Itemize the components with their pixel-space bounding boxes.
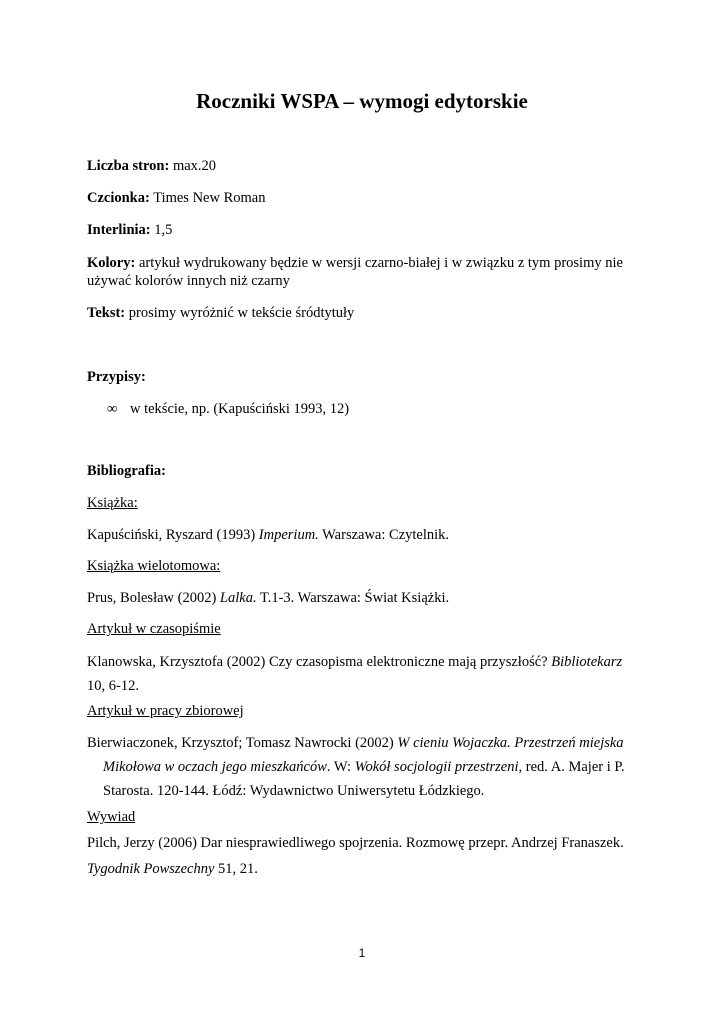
spec-colors-cont: używać kolorów innych niż czarny bbox=[87, 273, 290, 289]
bibliography-heading: Bibliografia: bbox=[87, 463, 166, 479]
interview-label: Wywiad bbox=[87, 809, 136, 825]
ref-title: Mikołowa w oczach jego mieszkańców bbox=[103, 759, 327, 775]
book-example bbox=[87, 526, 664, 544]
page-number: 1 bbox=[358, 946, 366, 960]
ref-title: Imperium. bbox=[258, 527, 319, 543]
ref-text: Kapuściński, Ryszard (1993) bbox=[87, 527, 259, 543]
multivolume-label: Książka wielotomowa: bbox=[87, 558, 221, 574]
spec-font bbox=[87, 189, 664, 207]
book-label: Książka: bbox=[87, 495, 138, 511]
spec-line-spacing bbox=[87, 221, 664, 239]
collective-example bbox=[87, 734, 664, 752]
spec-text bbox=[87, 304, 664, 322]
journal-example bbox=[87, 653, 664, 671]
spec-label: Czcionka: bbox=[87, 190, 150, 206]
ref-text: T.1-3. Warszawa: Świat Książki. bbox=[256, 590, 450, 606]
journal-example-cont: 10, 6-12. bbox=[87, 678, 139, 694]
bullet-icon: ∞ bbox=[107, 401, 118, 417]
ref-text: red. A. Majer i P. bbox=[522, 759, 625, 775]
footnote-example: w tekście, np. (Kapuściński 1993, 12) bbox=[130, 401, 350, 417]
collective-example-cont2: Starosta. 120-144. Łódź: Wydawnictwo Uniwersytetu Łódzkiego. bbox=[103, 783, 485, 799]
ref-text: Prus, Bolesław (2002) bbox=[87, 590, 220, 606]
interview-example-cont bbox=[87, 860, 664, 878]
ref-text: 51, 21. bbox=[214, 861, 258, 877]
ref-text: Warszawa: Czytelnik. bbox=[318, 527, 450, 543]
ref-text: . W: bbox=[326, 759, 355, 775]
ref-text: Klanowska, Krzysztofa (2002) Czy czasopisma elektroniczne mają przyszłość? bbox=[87, 654, 552, 670]
spec-value: Times New Roman bbox=[153, 190, 266, 206]
multivolume-example bbox=[87, 589, 664, 607]
ref-text: Bierwiaczonek, Krzysztof; Tomasz Nawrocki (2002) bbox=[87, 735, 398, 751]
spec-label: Interlinia: bbox=[87, 222, 151, 238]
footnotes-heading: Przypisy: bbox=[87, 369, 146, 385]
ref-title: Tygodnik Powszechny bbox=[87, 861, 215, 877]
interview-example: Pilch, Jerzy (2006) Dar niesprawiedliwego spojrzenia. Rozmowę przepr. Andrzej Franaszek. bbox=[87, 835, 624, 851]
spec-colors bbox=[87, 254, 664, 272]
ref-title: Wokół socjologii przestrzeni, bbox=[354, 759, 523, 775]
spec-label: Liczba stron: bbox=[87, 158, 170, 174]
ref-title: Lalka. bbox=[219, 590, 257, 606]
collective-label: Artykuł w pracy zbiorowej bbox=[87, 703, 244, 719]
spec-label: Tekst: bbox=[87, 305, 126, 321]
spec-value: artykuł wydrukowany będzie w wersji czarno-białej i w związku z tym prosimy nie bbox=[138, 255, 623, 271]
collective-example-cont bbox=[103, 758, 664, 776]
ref-title: W cieniu Wojaczka. Przestrzeń miejska bbox=[397, 735, 624, 751]
spec-value: 1,5 bbox=[154, 222, 173, 238]
spec-value: max.20 bbox=[172, 158, 217, 174]
spec-pages bbox=[87, 157, 664, 175]
document-title: Roczniki WSPA – wymogi edytorskie bbox=[196, 89, 528, 113]
spec-label: Kolory: bbox=[87, 255, 136, 271]
ref-title: Bibliotekarz bbox=[551, 654, 623, 670]
journal-label: Artykuł w czasopiśmie bbox=[87, 621, 221, 637]
spec-value: prosimy wyróżnić w tekście śródtytuły bbox=[128, 305, 355, 321]
